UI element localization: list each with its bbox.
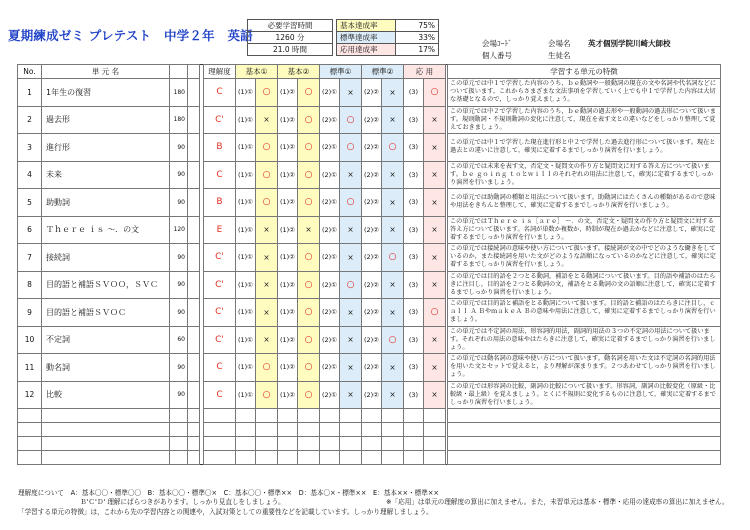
row-blank [188,216,200,244]
footer-variance-note: Ｂ'Ｃ'Ｄ' 理解にばらつきがあります。しっかり見直しをしましょう。 [80,498,285,506]
header-feature: 学習する単元の特徴 [448,65,721,79]
row-blank [188,326,200,354]
row-k1-mark: × [256,216,278,244]
row-no: 3 [18,134,42,162]
row-h1-mark: ○ [340,189,362,217]
row-k1-item: (1)① [236,354,256,382]
row-minutes: 90 [170,299,188,327]
row-o-mark: × [424,326,446,354]
student-name-label: 生徒名 [548,51,571,60]
row-no: 2 [18,106,42,134]
row-description: この単元では動名詞の意味や使い方について扱います。動名詞を用いた文は不定詞の名詞的用法を用いた文とセットで覚えると，より理解が深まります。２つあわせてしっかり演習を行いましょう。 [448,354,721,382]
row-o-mark: × [424,161,446,189]
row-h1-mark: × [340,299,362,327]
study-time-table [247,19,333,56]
row-k2-mark: ○ [298,161,320,189]
row-k1-item: (1)① [236,381,256,409]
row-description: この単元では形容詞の比較，副詞の比較について扱います。形容詞，副詞の比較変化（原級・比較級・最上級）を覚えましょう。とくに不規則に変化するものに注意して，確実に定着するまでしっかり演習を行いましょう。 [448,381,721,409]
row-h1-item: (2)① [320,106,340,134]
row-k1-mark: × [256,271,278,299]
row-unit-title: 接続詞 [42,244,170,272]
row-k1-item: (1)① [236,326,256,354]
row-h1-mark: × [340,381,362,409]
row-o-item: (3) [404,381,424,409]
row-grade: E [204,216,236,244]
row-k2-item: (1)② [278,134,298,162]
row-k1-item: (1)① [236,244,256,272]
row-minutes: 90 [170,381,188,409]
row-h2-mark: × [382,161,404,189]
footer-feature-note: 「学習する単元の特徴」は，これから先の学習内容との関連や，入試対策としての重要性などを記載しています。しっかり理解しましょう。 [18,508,433,516]
header-grade: 理解度 [204,65,236,79]
study-hours-label: 必要学習時間 [248,20,333,32]
table-row [18,161,721,189]
row-minutes: 90 [170,161,188,189]
row-h1-mark: × [340,326,362,354]
empty-row [18,451,721,465]
study-minutes: 1260 分 [248,32,333,44]
row-k2-item: (1)② [278,271,298,299]
table-row [18,106,721,134]
table-row [18,381,721,409]
row-h2-mark: × [382,381,404,409]
row-description: この単元では助動詞の種類と用法について扱います。助動詞にはたくさんの種類があるので意味や用法をきちんと整理して，確実に定着するまでしっかり演習を行いましょう。 [448,189,721,217]
row-k2-item: (1)② [278,189,298,217]
row-minutes: 90 [170,134,188,162]
row-grade: C' [204,271,236,299]
row-h1-item: (2)① [320,161,340,189]
row-k2-item: (1)② [278,354,298,382]
header-hyojun2: 標準② [362,65,404,79]
row-description: この単元では目的語を２つとる動詞，補語をとる動詞について扱います。目的語や補語のはたらきに注目し，目的語を２つとる動詞の文，補語をとる動詞の文の語順に注意して，確実に定着するまでしっかり演習を行いましょう。 [448,271,721,299]
rate-hyojun-value: 33% [396,32,439,44]
row-o-item: (3) [404,354,424,382]
row-description: この単元では中１で学習した内容のうち，ｂｅ動詞や一般動詞の現在の文や名詞や代名詞などについて扱います。これからさまざまな文法事項を学習していく上でも中１で学習した内容は大切な基礎となるので，しっかり覚えましょう。 [448,79,721,107]
row-o-mark: × [424,134,446,162]
row-o-mark: × [424,244,446,272]
row-k1-item: (1)① [236,161,256,189]
row-blank [188,244,200,272]
row-minutes: 90 [170,354,188,382]
footer-grade-legend: 理解度について A：基本〇〇・標準〇〇 B：基本〇〇・標準〇× C：基本〇〇・標準×× D：基本〇×・標準×× E：基本××・標準×× [18,489,439,497]
row-h1-mark: ○ [340,106,362,134]
row-grade: C' [204,106,236,134]
row-description: この単元では未来を表す文，否定文・疑問文の作り方と疑問文に対する答え方について扱います。ｂｅ ｇｏｉｎｇ ｔｏとｗｉｌｌのそれぞれの用法に注意して，確実に定着するまでしっかり演習を行いましょう。 [448,161,721,189]
row-o-item: (3) [404,326,424,354]
rate-hyojun-label: 標準達成率 [337,32,396,44]
row-k2-item: (1)② [278,244,298,272]
row-blank [188,381,200,409]
row-k2-item: (1)② [278,216,298,244]
row-unit-title: 不定詞 [42,326,170,354]
row-h2-mark: × [382,106,404,134]
row-h1-item: (2)① [320,244,340,272]
row-unit-title: 過去形 [42,106,170,134]
row-k1-item: (1)① [236,106,256,134]
row-unit-title: 1年生の復習 [42,79,170,107]
row-description: この単元ではＴｈｅｒｅ ｉｓ［ａｒｅ］ 〜．の文，否定文・疑問文の作り方と疑問文に対する答え方について扱います。名詞が単数か複数か，時制が現在か過去かなどに注意して，確実に定着するまでしっかり演習を行いましょう。 [448,216,721,244]
row-k1-item: (1)① [236,216,256,244]
row-h2-item: (2)② [362,299,382,327]
row-k1-item: (1)① [236,299,256,327]
row-h1-item: (2)① [320,326,340,354]
achievement-table [336,19,439,56]
row-k1-mark: ○ [256,381,278,409]
row-h1-item: (2)① [320,354,340,382]
row-o-mark: × [424,106,446,134]
row-grade: B [204,189,236,217]
row-k2-mark: × [298,216,320,244]
row-h2-mark: × [382,271,404,299]
row-unit-title: 目的語と補語ＳＶＯＣ [42,299,170,327]
row-description: この単元では接続詞の意味や使い方について扱います。接続詞が文の中でどのような働きをしているのか，また接続詞を用いた文がどのような語順になっているのかなどに注意して，確実に定着するまでしっかり演習を行いましょう。 [448,244,721,272]
footer-oyo-note: ※「応用」は単元の理解度の算出に加えません。また，未習単元は基本・標準・応用の達成率の算出に加えません。 [386,498,729,506]
row-h1-item: (2)① [320,216,340,244]
study-hours: 21.0 時間 [248,44,333,56]
row-blank [188,271,200,299]
row-unit-title: 目的語と補語ＳＶＯＯ，ＳＶＣ [42,271,170,299]
row-o-item: (3) [404,271,424,299]
row-o-item: (3) [404,161,424,189]
row-k2-mark: ○ [298,299,320,327]
row-k2-mark: ○ [298,134,320,162]
row-o-mark: × [424,271,446,299]
row-k2-mark: ○ [298,79,320,107]
row-k1-item: (1)① [236,134,256,162]
table-row [18,189,721,217]
header-unit: 単 元 名 [42,65,170,79]
row-k1-mark: × [256,326,278,354]
row-no: 9 [18,299,42,327]
row-blank [188,354,200,382]
row-grade: C [204,381,236,409]
row-h1-mark: ○ [340,271,362,299]
row-o-item: (3) [404,189,424,217]
row-description: この単元では中１で学習した現在進行形と中２で学習した過去進行形について扱います。現在と過去との違いに注意して，確実に定着するまでしっかり演習を行いましょう。 [448,134,721,162]
row-o-item: (3) [404,299,424,327]
row-description: この単元では目的語と補語をとる動詞について扱います。目的語と補語のはたらきに注目し，ｃａｌｌ Ａ ＢやｍａｋｅＡ Ｂの意味や用法に注意して，確実に定着するまでしっかり演習を行いましょう。 [448,299,721,327]
row-h2-item: (2)② [362,106,382,134]
row-h1-mark: × [340,244,362,272]
row-o-mark: ○ [424,79,446,107]
table-row [18,244,721,272]
row-h1-item: (2)① [320,79,340,107]
row-grade: C' [204,244,236,272]
table-row [18,299,721,327]
table-row [18,354,721,382]
row-no: 5 [18,189,42,217]
row-k1-mark: ○ [256,189,278,217]
row-h2-item: (2)② [362,216,382,244]
row-k2-mark: ○ [298,381,320,409]
row-h2-mark: × [382,354,404,382]
row-k1-item: (1)① [236,189,256,217]
row-h1-item: (2)① [320,299,340,327]
row-h1-item: (2)① [320,189,340,217]
row-h1-mark: × [340,354,362,382]
row-h1-mark: × [340,161,362,189]
row-k1-mark: × [256,106,278,134]
row-unit-title: 未来 [42,161,170,189]
rate-kihon-label: 基本達成率 [337,20,396,32]
row-k2-mark: ○ [298,106,320,134]
header-no: No. [18,65,42,79]
row-k2-item: (1)② [278,106,298,134]
rate-kihon-value: 75% [396,20,439,32]
row-h2-mark: ○ [382,244,404,272]
row-h2-item: (2)② [362,161,382,189]
row-no: 4 [18,161,42,189]
table-row [18,271,721,299]
row-o-item: (3) [404,244,424,272]
table-row [18,79,721,107]
row-h1-item: (2)① [320,381,340,409]
row-no: 1 [18,79,42,107]
row-k2-mark: ○ [298,354,320,382]
row-blank [188,79,200,107]
row-unit-title: 比較 [42,381,170,409]
row-h1-mark: × [340,216,362,244]
venue-code-label: 会場ｺｰﾄﾞ [482,39,512,48]
row-h2-item: (2)② [362,79,382,107]
header-kihon1: 基本① [236,65,278,79]
row-h2-mark: ○ [382,326,404,354]
table-row [18,326,721,354]
row-o-item: (3) [404,216,424,244]
row-k1-mark: ○ [256,354,278,382]
empty-row [18,423,721,437]
row-no: 11 [18,354,42,382]
row-h2-item: (2)② [362,134,382,162]
row-no: 12 [18,381,42,409]
row-blank [188,299,200,327]
row-minutes: 180 [170,106,188,134]
row-h2-item: (2)② [362,381,382,409]
page-title: 夏期練成ゼミ プレテスト 中学２年 英語 [8,28,253,43]
row-unit-title: 進行形 [42,134,170,162]
results-table [17,64,721,465]
row-h2-item: (2)② [362,271,382,299]
row-h1-mark: ○ [340,134,362,162]
row-k2-item: (1)② [278,326,298,354]
row-o-mark: × [424,189,446,217]
row-h2-item: (2)② [362,354,382,382]
row-no: 7 [18,244,42,272]
row-k2-mark: ○ [298,189,320,217]
row-h2-mark: × [382,216,404,244]
row-h2-mark: × [382,189,404,217]
row-minutes: 90 [170,244,188,272]
row-blank [188,134,200,162]
row-h2-mark: ○ [382,134,404,162]
row-grade: C [204,79,236,107]
row-k1-mark: × [256,299,278,327]
header-oyo: 応 用 [404,65,446,79]
row-o-mark: × [424,216,446,244]
row-h2-mark: × [382,79,404,107]
row-grade: C [204,354,236,382]
row-h1-mark: × [340,79,362,107]
row-no: 10 [18,326,42,354]
rate-oyo-label: 応用達成率 [337,44,396,56]
student-no-label: 個人番号 [482,51,512,60]
row-minutes: 180 [170,79,188,107]
row-k2-item: (1)② [278,79,298,107]
row-k1-mark: × [256,244,278,272]
empty-row [18,409,721,423]
row-no: 6 [18,216,42,244]
empty-row [18,437,721,451]
row-k1-item: (1)① [236,79,256,107]
row-k1-item: (1)① [236,271,256,299]
row-minutes: 90 [170,189,188,217]
row-unit-title: 助動詞 [42,189,170,217]
row-k2-item: (1)② [278,299,298,327]
row-k2-item: (1)② [278,161,298,189]
row-o-mark: ○ [424,299,446,327]
row-blank [188,106,200,134]
table-row [18,216,721,244]
row-grade: C [204,161,236,189]
header-kihon2: 基本② [278,65,320,79]
row-o-mark: × [424,354,446,382]
row-description: この単元では不定詞の用法，形容詞的用法，副詞的用法の３つの不定詞の用法について扱います。それぞれの用法の意味やはたらきに注意して，確実に定着するまでしっかり演習を行いましょう。 [448,326,721,354]
row-description: この単元では中２で学習した内容のうち，ｂｅ動詞の過去形や一般動詞の過去形について扱います。規則動詞・不規則動詞の変化に注意して，現在を表す文との違いなどをしっかり整理して覚えておきましょう。 [448,106,721,134]
row-k2-mark: ○ [298,326,320,354]
row-o-item: (3) [404,106,424,134]
rate-oyo-value: 17% [396,44,439,56]
row-h1-item: (2)① [320,134,340,162]
row-k2-item: (1)② [278,381,298,409]
row-minutes: 120 [170,216,188,244]
row-h2-item: (2)② [362,326,382,354]
row-k1-mark: ○ [256,134,278,162]
row-h1-item: (2)① [320,271,340,299]
row-k2-mark: ○ [298,271,320,299]
row-k2-mark: ○ [298,244,320,272]
row-minutes: 60 [170,326,188,354]
table-row [18,134,721,162]
row-no: 8 [18,271,42,299]
row-blank [188,189,200,217]
header-hyojun1: 標準① [320,65,362,79]
row-h2-item: (2)② [362,244,382,272]
row-grade: B [204,134,236,162]
row-h2-mark: × [382,299,404,327]
row-unit-title: Ｔｈｅｒｅ ｉｓ 〜．の文 [42,216,170,244]
row-o-mark: × [424,381,446,409]
row-minutes: 90 [170,271,188,299]
row-o-item: (3) [404,134,424,162]
row-blank [188,161,200,189]
row-grade: C' [204,299,236,327]
row-k1-mark: ○ [256,79,278,107]
row-grade: C' [204,326,236,354]
venue-name-label: 会場名 [548,39,571,48]
row-unit-title: 動名詞 [42,354,170,382]
row-k1-mark: ○ [256,161,278,189]
row-h2-item: (2)② [362,189,382,217]
venue-name: 英才個別学院川崎大師校 [588,39,671,48]
row-o-item: (3) [404,79,424,107]
